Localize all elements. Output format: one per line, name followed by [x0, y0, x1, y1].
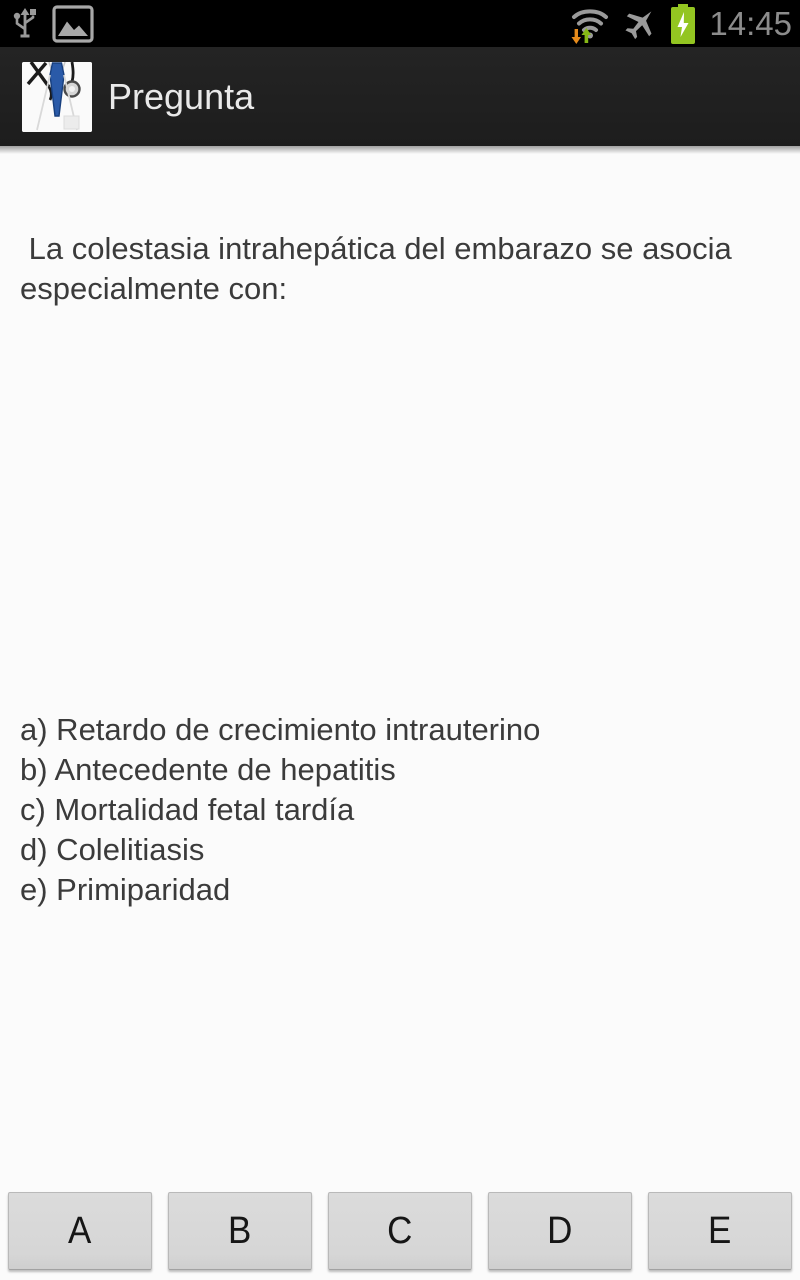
answer-button-e-label: E: [708, 1209, 732, 1252]
answer-options-list: [20, 710, 770, 910]
option-a-text: a) Retardo de crecimiento intrauterino: [20, 712, 541, 747]
option-b-text: b) Antecedente de hepatitis: [20, 752, 396, 787]
airplane-mode-icon: [619, 3, 661, 45]
option-d-text: d) Colelitiasis: [20, 832, 205, 867]
action-bar-shadow: [0, 146, 800, 154]
status-bar-left-icons: [6, 0, 94, 47]
answer-button-c[interactable]: [328, 1192, 472, 1270]
gallery-icon: [52, 5, 94, 43]
page-title: Pregunta: [108, 75, 255, 117]
usb-icon: [10, 5, 40, 43]
answer-button-a-label: A: [68, 1209, 92, 1252]
answer-button-b-label: B: [228, 1209, 252, 1252]
option-c-text: c) Mortalidad fetal tardía: [20, 792, 355, 827]
battery-charging-icon: [669, 3, 697, 45]
traffic-down-arrow: [572, 29, 582, 44]
option-e-text: e) Primiparidad: [20, 872, 231, 907]
clock-text: 14:45: [709, 5, 792, 42]
question-text: La colestasia intrahepática del embarazo se asocia especialmente con:: [20, 231, 741, 306]
answer-button-b[interactable]: [168, 1192, 312, 1270]
answer-button-bar: [8, 1192, 792, 1270]
answer-button-d-label: D: [547, 1209, 573, 1252]
answer-button-a[interactable]: [8, 1192, 152, 1270]
answer-button-c-label: C: [387, 1209, 413, 1252]
doctor-coat-stethoscope-icon: [22, 62, 92, 132]
action-bar: [0, 47, 800, 146]
answer-button-e[interactable]: [648, 1192, 792, 1270]
status-bar: [0, 0, 800, 47]
answer-button-d[interactable]: [488, 1192, 632, 1270]
wifi-traffic-icon: [565, 2, 611, 46]
status-bar-right-icons: [565, 0, 794, 47]
